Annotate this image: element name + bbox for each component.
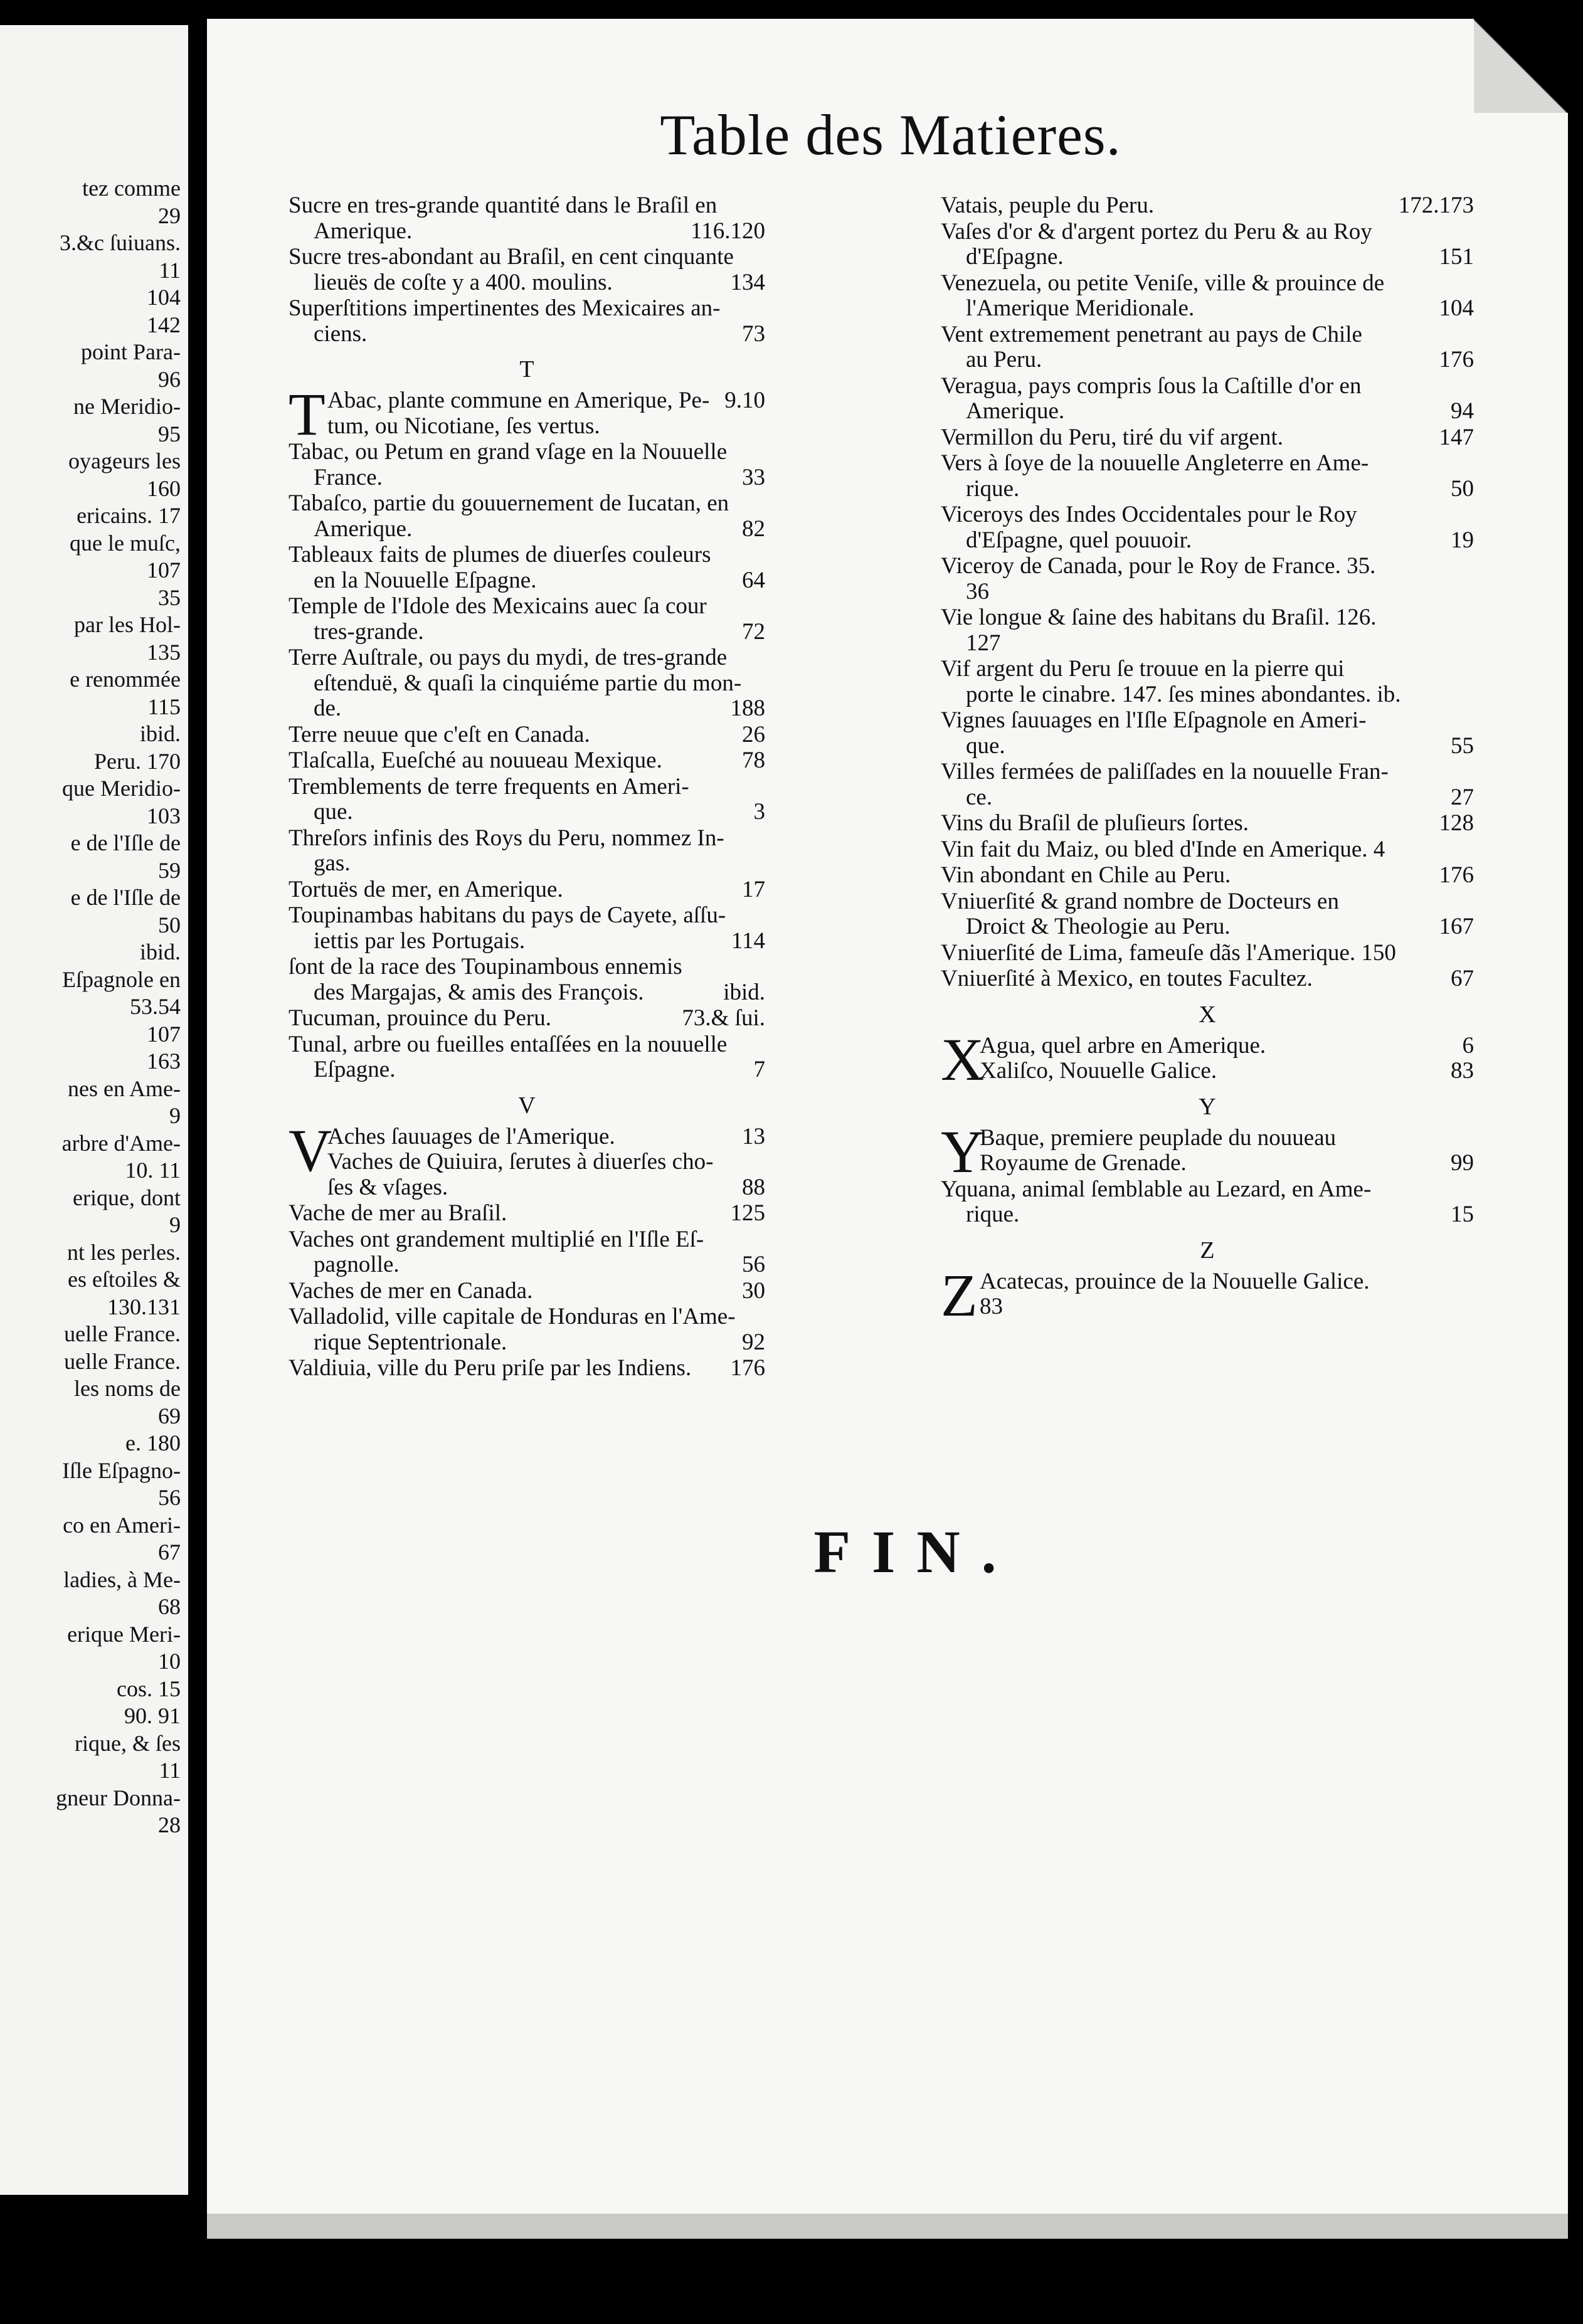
- facing-page-text: 160: [147, 475, 181, 501]
- facing-page-text: 95: [158, 421, 181, 446]
- entry-line: Vie longue & ſaine des habitans du Braſil. 126.: [941, 605, 1377, 630]
- page-reference: 88: [742, 1174, 765, 1200]
- entry-line: ſont de la race des Toupinambous ennemis: [289, 954, 682, 980]
- drop-capital: Z: [941, 1261, 978, 1329]
- entry-line: Veragua, pays compris ſous la Caſtille d'or en: [941, 372, 1362, 399]
- entry-line: iettis par les Portugais.: [314, 927, 526, 954]
- facing-page-text: 68: [158, 1594, 181, 1619]
- entry-line: Vin abondant en Chile au Peru.: [941, 862, 1231, 888]
- entry-line: Vniuerſité & grand nombre de Docteurs en: [941, 888, 1339, 914]
- facing-page-text: 59: [158, 857, 181, 883]
- facing-page-text: co en Ameri-: [63, 1512, 181, 1538]
- entry-line: Vatais, peuple du Peru.: [941, 193, 1155, 218]
- entry-line: lieuës de coſte y a 400. moulins.: [314, 269, 613, 295]
- section-letter: V: [518, 1092, 536, 1119]
- entry-line: Amerique.: [966, 398, 1065, 424]
- page-reference: 55: [1451, 732, 1474, 759]
- entry-line: Temple de l'Idole des Mexicains auec ſa cour: [289, 593, 707, 619]
- facing-page-text: ladies, à Me-: [63, 1566, 181, 1592]
- entry-line: Tabaſco, partie du gouuernement de Iucatan, en: [289, 490, 729, 516]
- entry-line: 127: [966, 630, 1001, 656]
- section-letter: Z: [1200, 1237, 1215, 1264]
- page-reference: 125: [730, 1200, 765, 1226]
- entry-line: Vent extremement penetrant au pays de Chile: [941, 321, 1362, 347]
- facing-page-text: ibid.: [139, 939, 181, 964]
- index-entry: [941, 502, 1474, 553]
- facing-page-text: rique, & ſes: [75, 1730, 181, 1756]
- index-entry: [289, 877, 765, 903]
- section-letter: T: [519, 356, 534, 383]
- index-entry: [941, 1177, 1474, 1228]
- page-reference: 176: [1439, 862, 1474, 888]
- index-entry: [289, 296, 765, 347]
- index-entry: [941, 374, 1474, 425]
- entry-line: Vin fait du Maiz, ou bled d'Inde en Amerique. 4: [941, 836, 1385, 862]
- page-reference: 50: [1451, 475, 1474, 502]
- entry-line: Sucre en tres-grande quantité dans le Braſil en: [289, 193, 717, 218]
- entry-line: l'Amerique Meridionale.: [966, 295, 1195, 321]
- index-entry: [289, 774, 765, 825]
- entry-line: d'Eſpagne.: [966, 244, 1064, 270]
- page-reference: 19: [1451, 527, 1474, 553]
- entry-line: que.: [314, 799, 353, 825]
- facing-page-text: 163: [147, 1048, 181, 1074]
- facing-page-text: uelle France.: [64, 1321, 181, 1346]
- facing-page-text: oyageurs les: [68, 448, 181, 473]
- facing-page-text: nt les perles.: [67, 1239, 181, 1265]
- page-reference: 188: [730, 695, 765, 721]
- section-letter: Y: [1199, 1093, 1216, 1120]
- index-entry: [289, 1304, 765, 1355]
- index-entry: [941, 451, 1474, 502]
- entry-line: ciens.: [314, 320, 368, 347]
- facing-page-text: que Meridio-: [62, 776, 181, 801]
- entry-line: France.: [314, 464, 383, 490]
- page-reference: 167: [1439, 914, 1474, 939]
- page-reference: 9.10: [724, 388, 765, 413]
- entry-line: Villes fermées de paliſſades en la nouuelle Fran-: [941, 759, 1389, 784]
- drop-capital: X: [941, 1025, 985, 1093]
- entry-line: Vniuerſité de Lima, fameuſe dãs l'Amerique. 150: [941, 939, 1396, 966]
- page-reference: 82: [742, 515, 765, 542]
- facing-page-text: 90. 91: [124, 1703, 181, 1728]
- facing-page-text: e. 180: [125, 1430, 181, 1455]
- facing-page-text: 11: [159, 257, 181, 283]
- index-entry: [941, 759, 1474, 810]
- facing-page-text: 135: [147, 639, 181, 665]
- facing-page-text: 103: [147, 803, 181, 828]
- entry-line: tum, ou Nicotiane, ſes vertus.: [327, 413, 600, 439]
- index-entry: [941, 863, 1474, 889]
- entry-line: pagnolle.: [314, 1252, 400, 1277]
- page-reference: 17: [742, 876, 765, 902]
- facing-page-text: es eſtoiles &: [68, 1267, 181, 1292]
- entry-line: au Peru.: [966, 347, 1042, 372]
- facing-page-text: arbre d'Ame-: [61, 1130, 181, 1156]
- facing-page-text: 28: [158, 1812, 181, 1837]
- facing-page-text: Eſpagnole en: [62, 966, 181, 992]
- entry-line: que.: [966, 732, 1005, 759]
- facing-page-text: erique, dont: [73, 1185, 181, 1210]
- page-reference: 128: [1439, 810, 1474, 836]
- index-entry-dropcap: [941, 1117, 1474, 1185]
- facing-page-text: 142: [147, 312, 181, 337]
- index-entry: [289, 193, 765, 244]
- facing-page-text: nes en Ame-: [68, 1075, 181, 1101]
- entry-line: Tucuman, prouince du Peru.: [289, 1005, 551, 1031]
- entry-line: 36: [966, 578, 989, 605]
- entry-line: eſtenduë, & quaſi la cinquiéme partie du mon-: [314, 670, 742, 696]
- entry-line: de.: [314, 695, 342, 721]
- page-reference: 116.120: [691, 218, 765, 244]
- entry-line: rique.: [966, 1202, 1020, 1227]
- facing-page-text: gneur Donna-: [56, 1785, 181, 1810]
- entry-line: Valladolid, ville capitale de Honduras en l'Ame-: [289, 1304, 736, 1329]
- page-reference: 176: [730, 1355, 765, 1381]
- index-entry-dropcap: [941, 1261, 1474, 1329]
- index-entry: [289, 903, 765, 954]
- page-reference: 26: [742, 721, 765, 747]
- entry-line: Vaches de mer en Canada.: [289, 1277, 533, 1304]
- entry-line: ce.: [966, 784, 993, 810]
- facing-page-text: par les Hol-: [74, 612, 181, 637]
- entry-line: Threſors infinis des Roys du Peru, nommez In-: [289, 825, 724, 851]
- facing-page-text: e renommée: [70, 667, 181, 692]
- page-reference: 67: [1451, 966, 1474, 991]
- page-reference: 72: [742, 618, 765, 645]
- facing-page-text: que le muſc,: [70, 530, 181, 556]
- entry-line: Terre neuue que c'eſt en Canada.: [289, 721, 590, 747]
- section-letter: X: [1199, 1001, 1216, 1028]
- entry-line: Agua, quel arbre en Amerique. 6: [980, 1032, 1474, 1059]
- facing-page-text: 69: [158, 1403, 181, 1429]
- page-reference: 64: [742, 567, 765, 593]
- page-reference: 56: [742, 1252, 765, 1277]
- page-reference: 13: [742, 1123, 765, 1149]
- facing-page-text: 35: [158, 584, 181, 610]
- index-entry: [941, 657, 1474, 707]
- facing-page-text: 10. 11: [125, 1158, 181, 1183]
- index-entry: [289, 954, 765, 1005]
- index-entry: [941, 425, 1474, 451]
- entry-line: Vaches ont grandement multiplié en l'Iſle Eſ-: [289, 1226, 704, 1252]
- facing-page-text: 11: [159, 1758, 181, 1783]
- page-reference: 134: [730, 269, 765, 295]
- facing-page-text: Iſle Eſpagno-: [62, 1457, 181, 1483]
- page-reference: 6: [1462, 1032, 1474, 1059]
- entry-line: Tableaux faits de plumes de diuerſes couleurs: [289, 542, 711, 568]
- facing-page-text: e de l'Iſle de: [70, 830, 181, 855]
- entry-line: Sucre tres-abondant au Braſil, en cent cinquante: [289, 244, 734, 270]
- facing-page-text: 53.54: [130, 994, 181, 1019]
- page-reference: 176: [1439, 347, 1474, 372]
- folded-corner: [1474, 19, 1568, 113]
- entry-line: Valdiuia, ville du Peru priſe par les Indiens.: [289, 1355, 692, 1381]
- index-entry: [941, 941, 1474, 966]
- page-reference: 99: [1451, 1150, 1474, 1176]
- index-entry: [289, 245, 765, 295]
- entry-line: Toupinambas habitans du pays de Cayete, aſſu-: [289, 902, 726, 928]
- entry-line: Terre Auſtrale, ou pays du mydi, de tres-grande: [289, 645, 728, 670]
- entry-line: des Margajas, & amis des François.: [314, 979, 644, 1005]
- facing-page-text: 50: [158, 912, 181, 938]
- index-entry: [289, 826, 765, 877]
- facing-page-fragment: [0, 25, 188, 2195]
- facing-page-text: 9: [169, 1103, 181, 1128]
- facing-page-text: 29: [158, 203, 181, 228]
- index-entry: [289, 1279, 765, 1304]
- entry-line: Viceroy de Canada, pour le Roy de France. 35.: [941, 553, 1376, 579]
- entry-line: Royaume de Grenade. 99: [980, 1150, 1474, 1176]
- entry-line: Abac, plante commune en Amerique, Pe- 9.10: [327, 388, 765, 413]
- index-entry: [941, 811, 1474, 837]
- index-entry: [941, 889, 1474, 940]
- entry-line: rique.: [966, 475, 1020, 502]
- entry-line: Droict & Theologie au Peru.: [966, 914, 1231, 939]
- index-entry: [289, 1032, 765, 1083]
- page-reference: 94: [1451, 398, 1474, 424]
- index-entry: [289, 645, 765, 722]
- index-entry: [289, 1356, 765, 1381]
- index-entry: [289, 1006, 765, 1032]
- entry-line: Superſtitions impertinentes des Mexicaires an-: [289, 295, 721, 321]
- facing-page-text: e de l'Iſle de: [70, 885, 181, 910]
- facing-page-text: ne Meridio-: [73, 394, 181, 419]
- entry-line: Tabac, ou Petum en grand vſage en la Nouuelle: [289, 439, 728, 465]
- page-reference: 172.173: [1398, 193, 1474, 218]
- page-reference: 27: [1451, 784, 1474, 810]
- page-title: Table des Matieres.: [660, 103, 1121, 167]
- facing-page-text: point Para-: [81, 339, 181, 364]
- facing-page-text: 104: [147, 285, 181, 310]
- entry-line: Amerique.: [314, 515, 413, 542]
- entry-line: Vif argent du Peru ſe trouue en la pierre qui: [941, 656, 1345, 682]
- page-reference: 83: [1451, 1058, 1474, 1084]
- index-column-right: [941, 193, 1583, 1329]
- entry-line: Amerique.: [314, 218, 413, 244]
- facing-page-text: les noms de: [74, 1376, 181, 1401]
- entry-line: Tunal, arbre ou fueilles entaſſées en la nouuelle: [289, 1031, 728, 1057]
- index-entry: [289, 542, 765, 593]
- page-reference: 92: [742, 1329, 765, 1355]
- page-reference: 104: [1439, 295, 1474, 321]
- facing-page-text: 67: [158, 1540, 181, 1565]
- page-reference: 7: [753, 1057, 765, 1082]
- page-reference: 73: [742, 320, 765, 347]
- index-entry: [941, 219, 1474, 270]
- index-entry: [289, 722, 765, 748]
- drop-capital: T: [289, 381, 326, 448]
- entry-line: Baque, premiere peuplade du nouueau: [980, 1124, 1337, 1151]
- entry-line: rique Septentrionale.: [314, 1329, 507, 1355]
- entry-line: Vache de mer au Braſil.: [289, 1200, 507, 1226]
- drop-capital: Y: [941, 1117, 985, 1185]
- page-reference: 147: [1439, 424, 1474, 450]
- facing-page-text: 107: [147, 557, 181, 583]
- page-reference: 33: [742, 464, 765, 490]
- facing-page-text: 115: [147, 694, 181, 719]
- index-page: [207, 19, 1568, 2239]
- entry-line: d'Eſpagne, quel pouuoir.: [966, 527, 1192, 553]
- facing-page-text: 10: [158, 1649, 181, 1674]
- entry-line: Xaliſco, Nouuelle Galice. 83: [980, 1058, 1474, 1084]
- index-entry: [941, 554, 1474, 605]
- facing-page-text: 130.131: [107, 1294, 181, 1319]
- entry-line: Tlaſcalla, Eueſché au nouueau Mexique.: [289, 747, 662, 773]
- entry-line: Vaſes d'or & d'argent portez du Peru & au Roy: [941, 218, 1372, 245]
- facing-page-text: 3.&c ſuiuans.: [60, 230, 181, 255]
- entry-line: Vermillon du Peru, tiré du vif argent.: [941, 424, 1283, 450]
- entry-line: Venezuela, ou petite Veniſe, ville & prouince de: [941, 270, 1385, 296]
- index-entry-dropcap: [289, 1116, 765, 1201]
- index-entry: [289, 594, 765, 645]
- facing-page-text: ericains. 17: [77, 503, 181, 528]
- page-reference: 151: [1439, 244, 1474, 270]
- index-entry: [289, 1227, 765, 1278]
- entry-line: Tortuës de mer, en Amerique.: [289, 876, 563, 902]
- index-entry: [941, 837, 1474, 863]
- entry-line: ſes & vſages. 88: [327, 1174, 765, 1200]
- facing-page-text: cos. 15: [117, 1676, 181, 1701]
- facing-page-text: uelle France.: [64, 1348, 181, 1374]
- entry-line: Vers à ſoye de la nouuelle Angleterre en Ame-: [941, 450, 1369, 476]
- index-entry-dropcap: [289, 381, 765, 448]
- page-reference: 30: [742, 1277, 765, 1304]
- index-entry: [289, 440, 765, 490]
- entry-line: Viceroys des Indes Occidentales pour le Roy: [941, 502, 1357, 527]
- entry-line: Acatecas, prouince de la Nouuelle Galice.: [980, 1268, 1370, 1294]
- entry-line: Vignes ſauuages en l'Iſle Eſpagnole en Ameri-: [941, 707, 1367, 733]
- facing-page-text: Peru. 170: [94, 748, 181, 774]
- entry-line: porte le cinabre. 147. ſes mines abondantes. ib.: [966, 681, 1401, 707]
- facing-page-text: ibid.: [139, 721, 181, 746]
- page-reference: 114: [731, 927, 765, 954]
- facing-page-text: 107: [147, 1021, 181, 1047]
- entry-line: Vaches de Quiuira, ſerutes à diuerſes cho-: [327, 1149, 714, 1175]
- entry-line: 83: [980, 1294, 1003, 1319]
- page-reference: ibid.: [723, 979, 765, 1005]
- page-reference: 3: [753, 799, 765, 825]
- fin-marker: FIN.: [813, 1518, 1018, 1585]
- index-entry: [289, 1201, 765, 1227]
- entry-line: Eſpagne.: [314, 1057, 396, 1082]
- entry-line: gas.: [314, 850, 351, 876]
- index-entry: [941, 708, 1474, 759]
- entry-line: Yquana, animal ſemblable au Lezard, en Ame-: [941, 1176, 1372, 1202]
- entry-line: Tremblements de terre frequents en Ameri-: [289, 773, 689, 800]
- entry-line: en la Nouuelle Eſpagne.: [314, 567, 537, 593]
- page-reference: 73.& ſui.: [682, 1005, 765, 1031]
- index-entry-dropcap: [941, 1025, 1474, 1093]
- entry-line: tres-grande.: [314, 618, 424, 645]
- page-reference: 78: [742, 747, 765, 773]
- entry-line: Vins du Braſil de pluſieurs ſortes.: [941, 810, 1249, 836]
- facing-page-text: 96: [158, 366, 181, 392]
- index-entry: [941, 605, 1474, 656]
- index-entry: [941, 271, 1474, 322]
- page-reference: 15: [1451, 1202, 1474, 1227]
- facing-page-text: 56: [158, 1485, 181, 1510]
- index-entry: [941, 966, 1474, 992]
- drop-capital: V: [289, 1116, 332, 1184]
- facing-page-text: 9: [169, 1212, 181, 1237]
- entry-line: Aches ſauuages de l'Amerique. 13: [327, 1123, 765, 1149]
- entry-line: Vniuerſité à Mexico, en toutes Facultez.: [941, 966, 1313, 991]
- index-entry: [941, 322, 1474, 373]
- index-entry: [289, 491, 765, 542]
- facing-page-text: erique Meri-: [67, 1621, 181, 1647]
- index-entry: [941, 193, 1474, 219]
- index-entry: [289, 748, 765, 774]
- facing-page-text: tez comme: [82, 176, 181, 201]
